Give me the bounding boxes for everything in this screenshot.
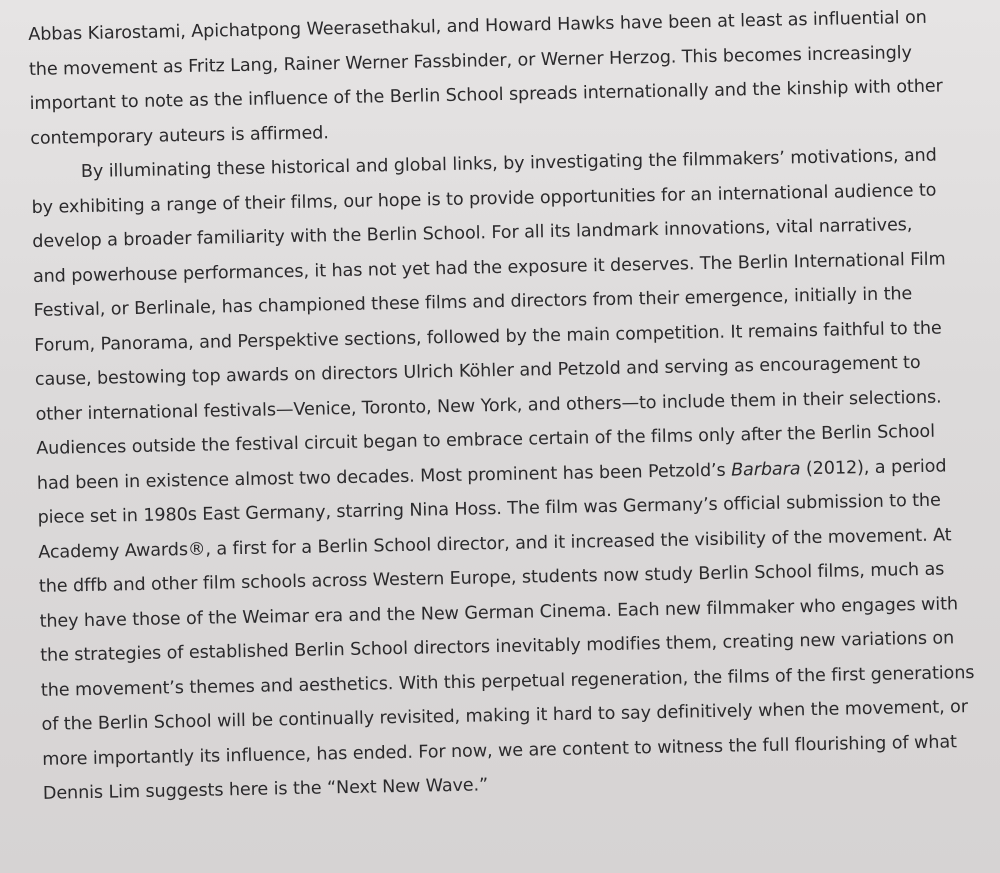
text-line: Forum, Panorama, and Perspektive sections, followed by the main competition. It remains faithful to the xyxy=(34,318,942,356)
text-line: and powerhouse performances, it has not yet had the exposure it deserves. The Berlin International Film xyxy=(32,248,946,287)
text-line: Academy Awards®, a first for a Berlin School director, and it increased the visibility of the movement. At xyxy=(38,524,952,563)
paragraph-1 xyxy=(28,0,990,156)
text-line: the movement as Fritz Lang, Rainer Werner Fassbinder, or Werner Herzog. This becomes increasingly xyxy=(28,42,912,80)
text-line: Abbas Kiarostami, Apichatpong Weerasethakul, and Howard Hawks have been at least as influential on xyxy=(28,7,927,45)
text-line: they have those of the Weimar era and the New German Cinema. Each new filmmaker who engages with xyxy=(39,593,959,632)
text-line: the movement’s themes and aesthetics. With this perpetual regeneration, the films of the first generations xyxy=(40,662,975,701)
text-segment: (2012), a period xyxy=(800,455,947,479)
text-line: contemporary auteurs is affirmed. xyxy=(30,122,329,149)
text-line: the dffb and other film schools across Western Europe, students now study Berlin School films, much as xyxy=(38,559,945,597)
text-line: cause, bestowing top awards on directors Ulrich Köhler and Petzold and serving as encouragement to xyxy=(34,352,921,390)
text-line: important to note as the influence of the Berlin School spreads internationally and the kinship with other xyxy=(29,76,943,114)
text-line: piece set in 1980s East Germany, starring Nina Hoss. The film was Germany’s official submission to the xyxy=(37,490,941,528)
text-line: the strategies of established Berlin School directors inevitably modifies them, creating new variations on xyxy=(40,628,955,666)
text-line: Audiences outside the festival circuit began to embrace certain of the films only after the Berlin School xyxy=(36,421,936,459)
text-line: Festival, or Berlinale, has championed these films and directors from their emergence, initially in the xyxy=(33,284,913,321)
text-segment: had been in existence almost two decades. Most prominent has been Petzold’s xyxy=(36,460,732,494)
paragraph-2 xyxy=(31,138,1000,812)
text-line: by exhibiting a range of their films, our hope is to provide opportunities for an international audience to xyxy=(31,180,937,218)
text-line: Dennis Lim suggests here is the “Next New Wave.” xyxy=(42,775,489,804)
text-line: other international festivals—Venice, Toronto, New York, and others—to include them in their selections. xyxy=(35,387,942,425)
text-line: By illuminating these historical and global links, by investigating the filmmakers’ motivations, and xyxy=(80,145,937,183)
body-text xyxy=(28,0,1000,811)
text-line: more importantly its influence, has ended. For now, we are content to witness the full flourishing of what xyxy=(42,731,958,770)
text-line: of the Berlin School will be continually revisited, making it hard to say definitively when the movement, or xyxy=(41,697,969,735)
text-line: develop a broader familiarity with the Berlin School. For all its landmark innovations, vital narratives, xyxy=(32,215,913,252)
film-title: Barbara xyxy=(730,458,801,481)
